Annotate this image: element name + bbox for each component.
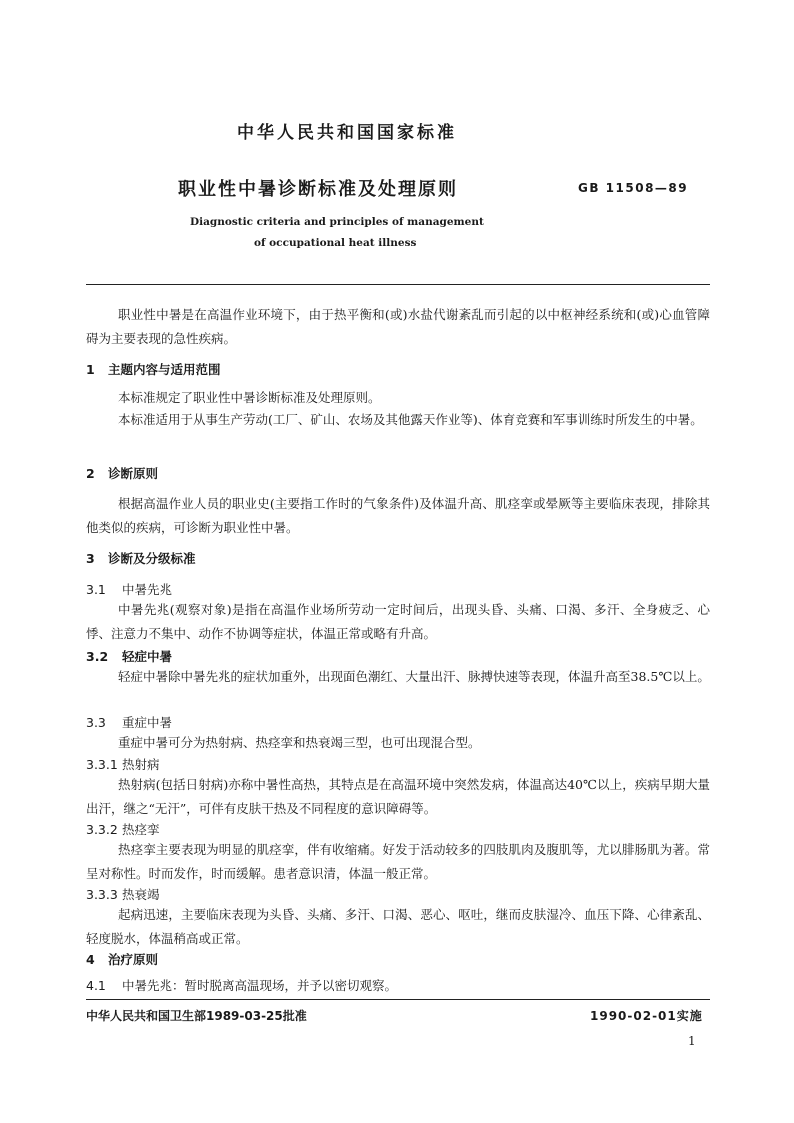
standard-code: GB 11508—89 [578, 181, 689, 195]
section-3-3-text: 重症中暑可分为热射病、热痉挛和热衰竭三型，也可出现混合型。 [118, 735, 481, 750]
section-3-3-3-heading: 3.3.3 热衰竭 [86, 887, 160, 902]
section-3-3-1-text: 热射病(包括日射病)亦称中暑性高热，其特点是在高温环境中突然发病，体温高达40℃以上，疾病早期大量出汗，继之“无汗”，可伴有皮肤干热及不同程度的意识障碍等。 [86, 777, 710, 816]
section-4-1-text: 4.1 中暑先兆：暂时脱离高温现场，并予以密切观察。 [86, 978, 398, 993]
effective-date: 1990-02-01实施 [590, 1009, 703, 1023]
section-3-heading: 3 诊断及分级标准 [86, 551, 196, 566]
standard-body-heading: 中华人民共和国国家标准 [237, 123, 457, 143]
section-4-heading: 4 治疗原则 [86, 952, 159, 967]
intro-paragraph: 职业性中暑是在高温作业环境下，由于热平衡和(或)水盐代谢紊乱而引起的以中枢神经系统和(或)心血管障碍为主要表现的急性疾病。 [86, 307, 710, 346]
section-3-1-text: 中暑先兆(观察对象)是指在高温作业场所劳动一定时间后，出现头昏、头痛、口渴、多汗、全身疲乏、心悸、注意力不集中、动作不协调等症状，体温正常或略有升高。 [86, 602, 710, 641]
section-3-3-1-heading: 3.3.1 热射病 [86, 757, 160, 772]
issued-date: 中华人民共和国卫生部1989-03-25批准 [86, 1009, 307, 1023]
section-3-3-2-text: 热痉挛主要表现为明显的肌痉挛，伴有收缩痛。好发于活动较多的四肢肌肉及腹肌等，尤以腓肠肌为著。常呈对称性。时而发作，时而缓解。患者意识清，体温一般正常。 [86, 842, 710, 881]
header-divider [86, 284, 710, 285]
section-2-paragraph: 根据高温作业人员的职业史(主要指工作时的气象条件)及体温升高、肌痉挛或晕厥等主要临床表现，排除其他类似的疾病，可诊断为职业性中暑。 [86, 496, 710, 535]
page-number: 1 [688, 1034, 696, 1048]
section-3-2-text: 轻症中暑除中暑先兆的症状加重外，出现面色潮红、大量出汗、脉搏快速等表现，体温升高至38.5℃以上。 [118, 669, 710, 684]
english-title-line2: of occupational heat illness [254, 237, 417, 249]
document-title: 职业性中暑诊断标准及处理原则 [178, 179, 458, 200]
section-3-2-heading: 3.2 轻症中暑 [86, 649, 173, 664]
section-1-heading: 1 主题内容与适用范围 [86, 362, 221, 377]
section-1-paragraph-2: 本标准适用于从事生产劳动(工厂、矿山、农场及其他露天作业等)、体育竞赛和军事训练时所发生的中暑。 [118, 412, 703, 427]
section-1-paragraph-1: 本标准规定了职业性中暑诊断标准及处理原则。 [118, 390, 381, 405]
section-3-1-heading: 3.1 中暑先兆 [86, 582, 173, 597]
footer-divider [86, 999, 710, 1000]
section-3-3-heading: 3.3 重症中暑 [86, 715, 173, 730]
section-3-3-2-heading: 3.3.2 热痉挛 [86, 822, 160, 837]
english-title-line1: Diagnostic criteria and principles of management [190, 216, 484, 228]
section-2-heading: 2 诊断原则 [86, 466, 159, 481]
section-3-3-3-text: 起病迅速，主要临床表现为头昏、头痛、多汗、口渴、恶心、呕吐，继而皮肤湿冷、血压下降、心律紊乱、轻度脱水，体温稍高或正常。 [86, 907, 710, 946]
